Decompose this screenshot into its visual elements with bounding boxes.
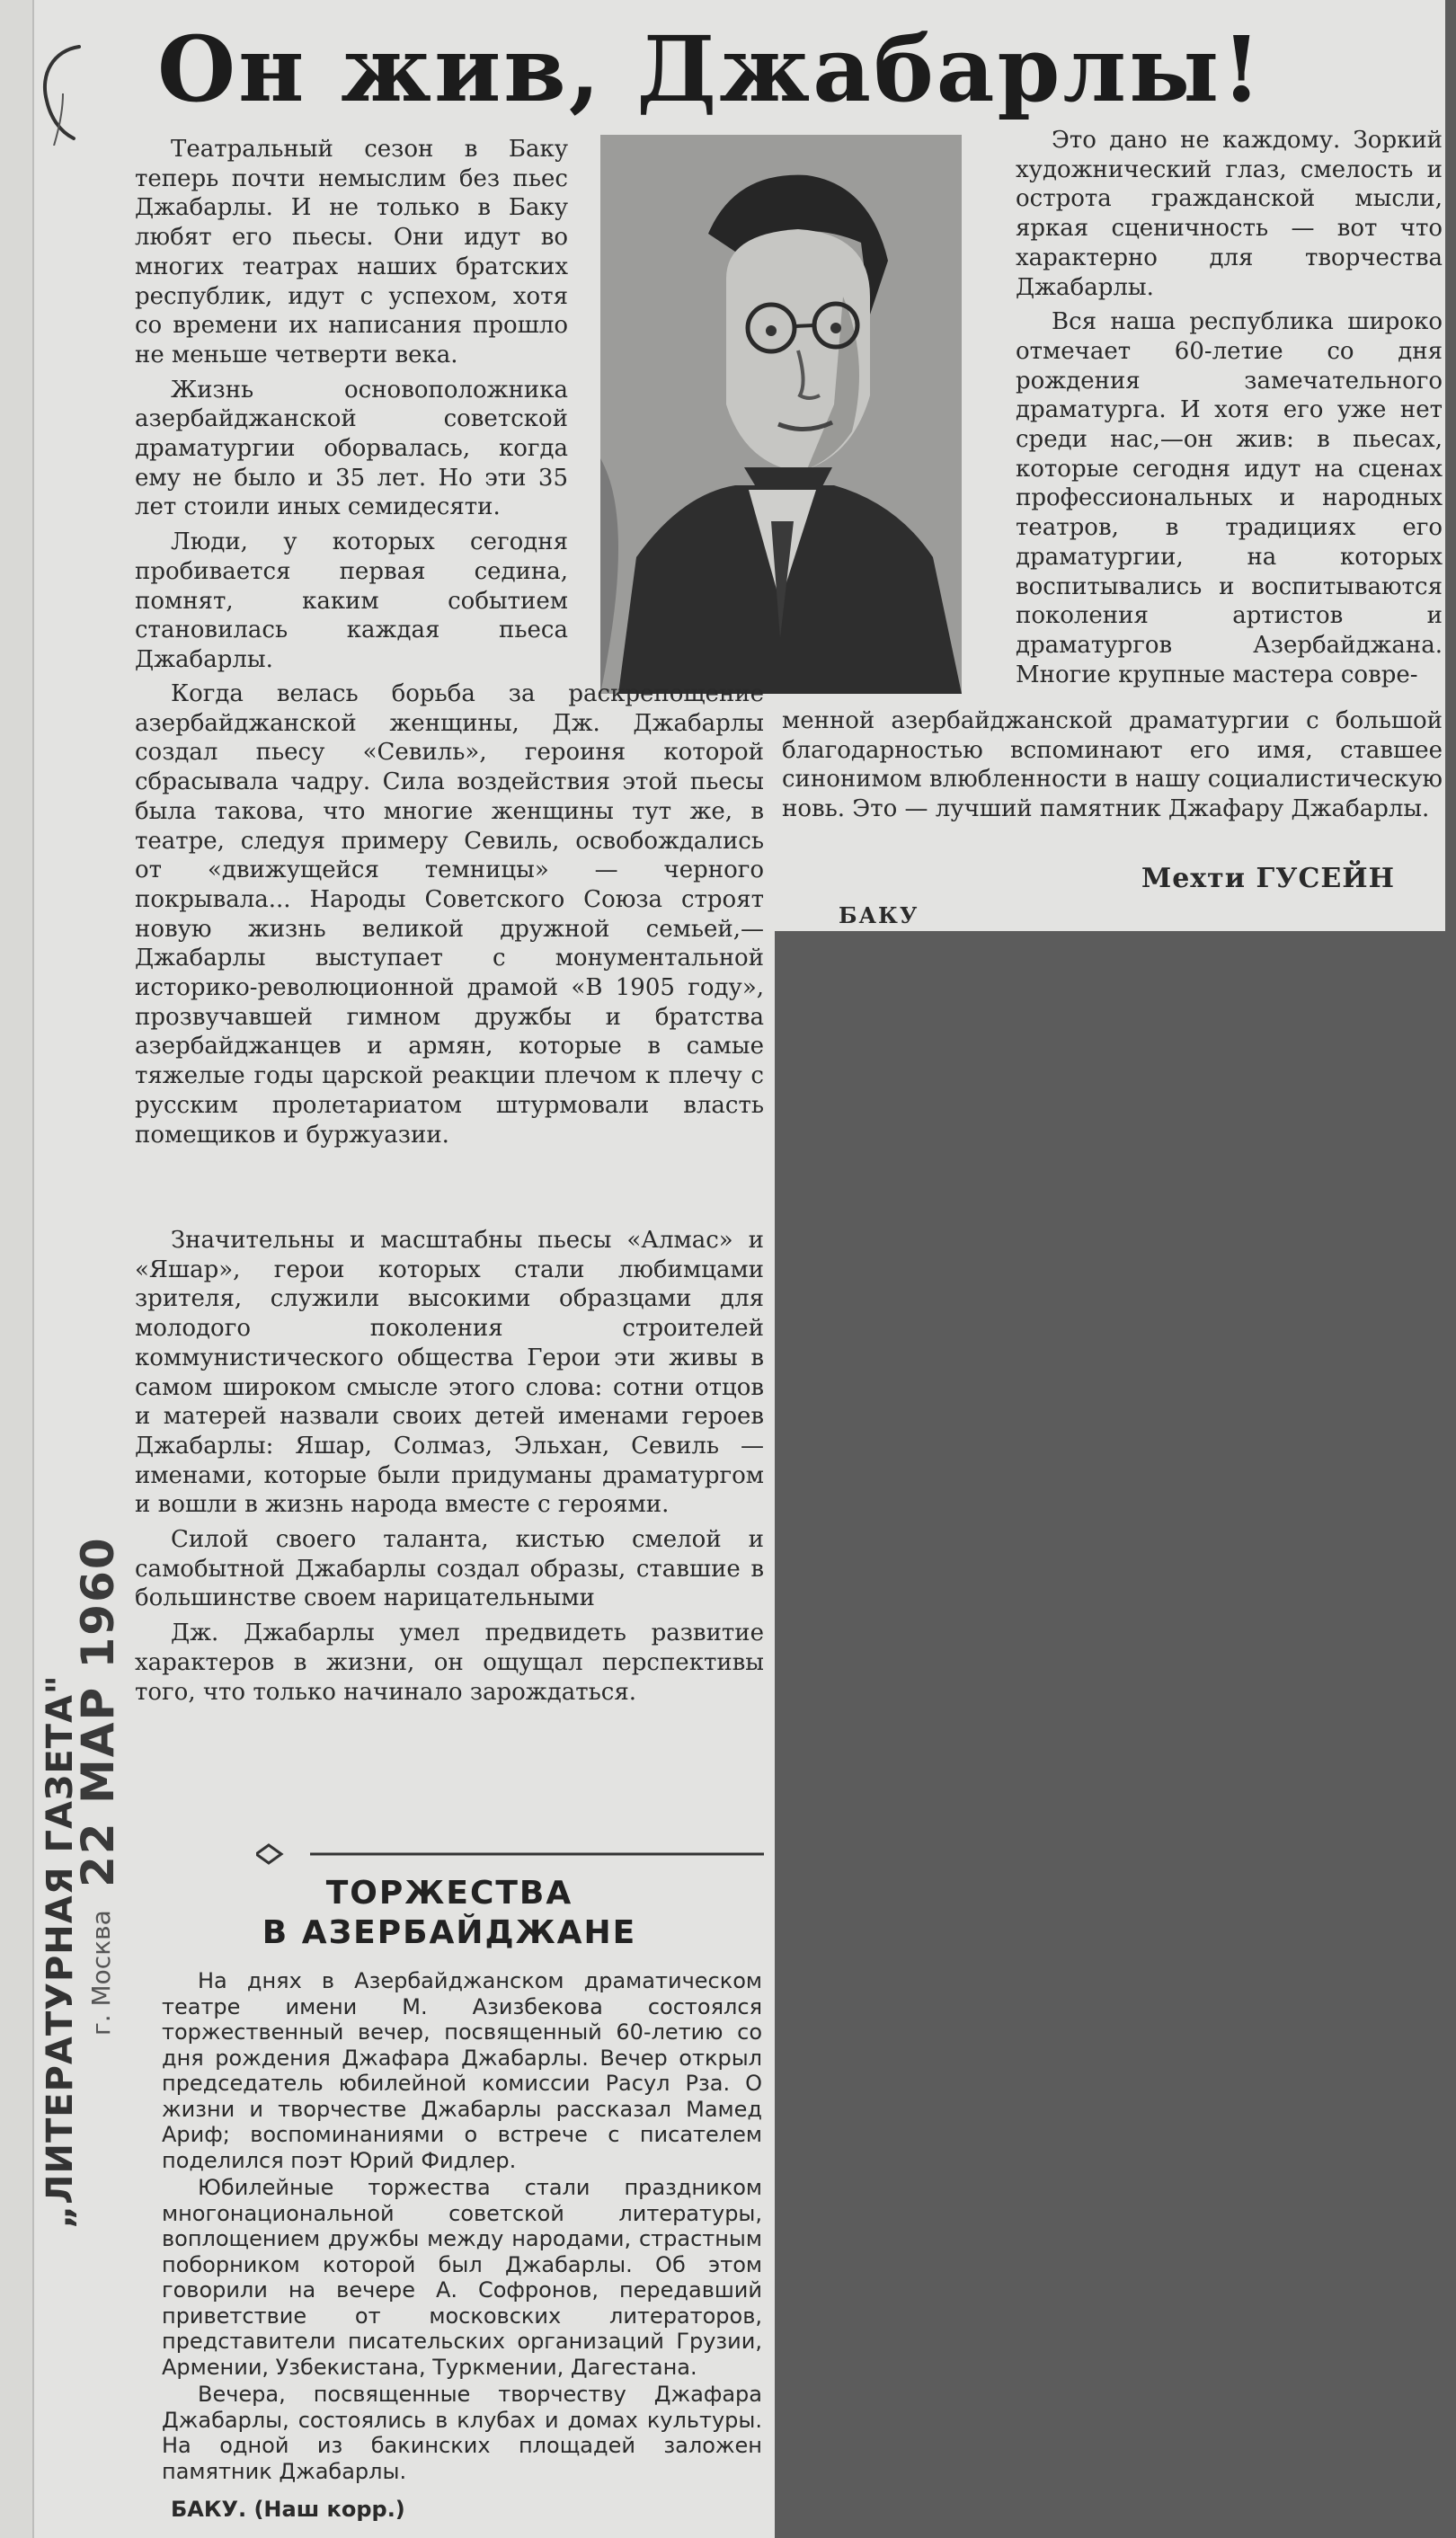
dateline-place: БАКУ: [839, 902, 919, 928]
author-portrait-photo: [600, 135, 962, 694]
stamp-city: г. Москва: [86, 1910, 116, 2036]
article-column-right-bottom: [782, 706, 1443, 830]
notes-paragraph: Юбилейные торжества стали праздником многонациональной советской литературы, воплощением дружбы между народами, страстным поборником которой был Джабарлы. Об этом говорили на вечере А. Софронов, передавший приветствие от московских литераторов, представители писательских организаций Грузии, Армении, Узбекистана, Туркмении, Дагестана.: [162, 2175, 762, 2380]
article-column-right: [1016, 126, 1443, 695]
article-column-middle: [135, 679, 764, 1155]
article-paragraph: Силой своего таланта, кистью смелой и самобытной Джабарлы создал образы, ставшие в большинстве своем нарицательными: [135, 1526, 764, 1612]
article-paragraph: Значительны и масштабны пьесы «Алмас» и «Яшар», герои которых стали любимцами зрителя, служили высокими образцами для молодого поколения строителей коммунистического общества Герои эти живы в самом широком смысле этого слова: сотни отцов и матерей назвали своих детей именами героев Джабарлы: Яшар, Солмаз, Эльхан, Севиль — именами, которые были придуманы драматургом и вошли в жизнь народа вместе с героями.: [135, 1227, 764, 1519]
article-column-lower: [135, 1226, 764, 1712]
article-column-left: [135, 135, 568, 680]
article-paragraph: менной азербайджанской драматургии с большой благодарностью вспоминают его имя, ставшее синонимом влюбленности в нашу социалистическую новь. Это — лучший памятник Джафару Джабарлы.: [782, 707, 1443, 823]
stamp-newspaper: „ЛИТЕРАТУРНАЯ ГАЗЕТА": [40, 1674, 81, 2229]
stamp-date: 22 МАР 1960: [72, 1536, 124, 1887]
article-paragraph: Это дано не каждому. Зоркий художнический глаз, смелость и острота гражданской мысли, яркая сценичность — вот что характерно для творчества Джабарлы.: [1016, 127, 1443, 301]
article-paragraph: Люди, у которых сегодня пробивается первая седина, помнят, каким событием становилась каждая пьеса Джабарлы.: [135, 528, 568, 673]
article-paragraph: Когда велась борьба за раскрепощение азербайджанской женщины, Дж. Джабарлы создал пьесу «Севиль», героиня которой сбрасывала чадру. Сила воздействия этой пьесы была такова, что многие женщины тут же, в театре, следуя примеру Севиль, освобождались от «движущейся темницы» — черного покрывала... Народы Советского Союза строят новую жизнь великой дружной семьей,—Джабарлы выступает с монументальной историко-революционной драмой «В 1905 году», прозвучавшей гимном дружбы и братства азербайджанцев и армян, которые в самые тяжелые годы царской реакции плечом к плечу с русским пролетариатом штурмовали власть помещиков и буржуазии.: [135, 680, 764, 1149]
notes-paragraph: На днях в Азербайджанском драматическом театре имени М. Азизбекова состоялся торжественный вечер, посвященный 60-летию со дня рождения Джафара Джабарлы. Вечер открыл председатель юбилейной комиссии Расул Рза. О жизни и творчестве Джабарлы рассказал Мамед Ариф; воспоминаниями о встрече с писателем поделился поэт Юрий Фидлер.: [162, 1968, 762, 2173]
notes-title-line: ТОРЖЕСТВА: [325, 1875, 573, 1912]
notes-body: [162, 1968, 762, 2486]
article-paragraph: Дж. Джабарлы умел предвидеть развитие характеров в жизни, он ощущал перспективы того, что только начинало зарождаться.: [135, 1620, 764, 1706]
newspaper-stamp: [27, 1294, 135, 2229]
notes-title: [135, 1874, 764, 1953]
notes-signature: БАКУ. (Наш корр.): [171, 2497, 405, 2522]
notes-paragraph: Вечера, посвященные творчеству Джафара Джабарлы, состоялись в клубах и домах культуры. На одной из бакинских площадей заложен памятник Джабарлы.: [162, 2382, 762, 2484]
article-paragraph: Жизнь основоположника азербайджанской советской драматургии оборвалась, когда ему не было и 35 лет. Но эти 35 лет стоили иных семидесяти.: [135, 376, 568, 521]
notes-title-line: В АЗЕРБАЙДЖАНЕ: [262, 1914, 637, 1951]
handwritten-mark-icon: [27, 38, 99, 146]
section-divider: [256, 1843, 764, 1865]
headline: Он жив, Джабарлы!: [157, 16, 1265, 122]
portrait-icon: [600, 135, 962, 694]
author-byline: Мехти ГУСЕЙН: [1141, 863, 1395, 894]
article-paragraph: Театральный сезон в Баку теперь почти немыслим без пьес Джабарлы. И не только в Баку любят его пьесы. Они идут во многих театрах наших братских республик, идут с успехом, хотя со времени их написания прошло не меньше четверти века.: [135, 136, 568, 368]
article-paragraph: Вся наша республика широко отмечает 60-летие со дня рождения замечательного драматурга. И хотя его уже нет среди нас,—он жив: в пьесах, которые сегодня идут на сценах профессиональных и народных театров, в традициях его драматургии, на которых воспитывались и воспитываются поколения артистов и драматургов Азербайджана. Многие крупные мастера совре-: [1016, 308, 1443, 688]
